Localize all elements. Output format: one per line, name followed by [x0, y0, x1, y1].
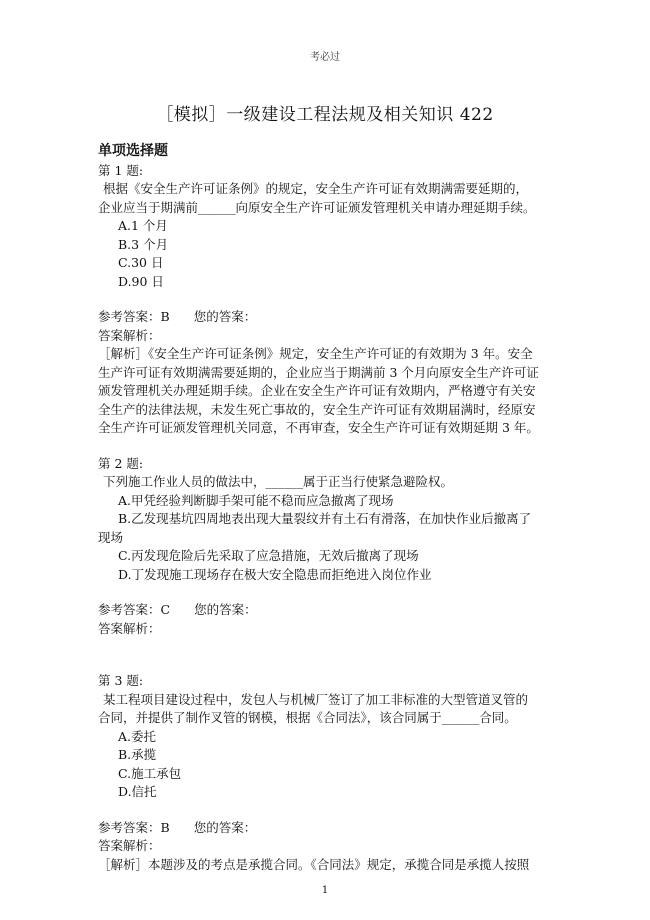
- analysis-label: 答案解析：: [98, 838, 161, 853]
- question-stem: 某工程项目建设过程中，发包人与机械厂签订了加工非标准的大型管道叉管的: [103, 691, 529, 707]
- reference-answer: 参考答案：B: [98, 819, 170, 835]
- question-stem: 合同，并提供了制作叉管的钢模，根据《合同法》，该合同属于______合同。: [98, 710, 517, 725]
- option-d: D.90 日: [118, 273, 164, 289]
- option-c: C.30 日: [118, 255, 164, 270]
- analysis-line: ［解析］《安全生产许可证条例》规定，安全生产许可证的有效期为 3 年。安全: [98, 346, 533, 361]
- option-c: C.丙发现危险后先采取了应急措施，无效后撤离了现场: [118, 548, 419, 563]
- option-a: A.甲凭经验判断脚手架可能不稳而应急撤离了现场: [118, 492, 394, 508]
- option-b: B.3 个月: [118, 236, 169, 252]
- option-b: B.承揽: [118, 747, 157, 762]
- page-number: 1: [321, 885, 329, 896]
- analysis-line: 全生产许可证颁发管理机关同意，不再审查，安全生产许可证有效期延期 3 年。: [98, 420, 539, 435]
- question-label: 第 2 题:: [98, 455, 144, 471]
- question-label: 第 1 题:: [98, 162, 144, 178]
- answer-row: [98, 308, 550, 327]
- option-a: A.1 个月: [118, 218, 168, 233]
- section-heading: 单项选择题: [98, 143, 168, 159]
- analysis-line: ［解析］本题涉及的考点是承揽合同。《合同法》规定，承揽合同是承揽人按照: [98, 856, 530, 872]
- question-stem: 根据《安全生产许可证条例》的规定，安全生产许可证有效期满需要延期的，: [103, 181, 529, 196]
- option-b-cont: 现场: [98, 529, 124, 545]
- option-c: C.施工承包: [118, 765, 182, 781]
- reference-answer: 参考答案：B: [98, 309, 170, 324]
- question-1: [98, 162, 550, 438]
- option-b: B.乙发现基坑四周地表出现大量裂纹并有土石有滑落，在加快作业后撤离了: [118, 511, 532, 526]
- option-d: D.丁发现施工现场存在极大安全隐患而拒绝进入岗位作业: [118, 566, 432, 582]
- analysis-line: 生产许可证有效期满需要延期的，企业应当于期满前 3 个月向原安全生产许可证: [98, 364, 539, 380]
- analysis-label: 答案解析：: [98, 620, 161, 636]
- option-d: D.信托: [118, 784, 157, 799]
- page-header: 考必过: [310, 52, 340, 63]
- question-2: [98, 455, 550, 639]
- question-stem: 下列施工作业人员的做法中，______属于正当行使紧急避险权。: [103, 474, 454, 489]
- analysis-line: 全生产的法律法规，未发生死亡事故的，安全生产许可证有效期届满时，经原安: [98, 401, 536, 417]
- reference-answer: 参考答案：C: [98, 602, 171, 617]
- answer-row: [98, 601, 550, 620]
- answer-row: [98, 819, 550, 838]
- your-answer: 您的答案：: [193, 309, 257, 324]
- analysis-label: 答案解析：: [98, 327, 161, 343]
- document-body: [98, 142, 550, 874]
- question-stem: 企业应当于期满前______向原安全生产许可证颁发管理机关申请办理延期手续。: [98, 199, 536, 215]
- analysis-line: 颁发管理机关办理延期手续。企业在安全生产许可证有效期内，严格遵守有关安: [98, 383, 536, 398]
- option-a: A.委托: [118, 728, 157, 744]
- your-answer: 您的答案：: [194, 602, 257, 617]
- page-title: ［模拟］一级建设工程法规及相关知识 422: [156, 105, 494, 125]
- question-3: [98, 672, 550, 874]
- your-answer: 您的答案：: [193, 819, 257, 835]
- question-label: 第 3 题:: [98, 673, 144, 688]
